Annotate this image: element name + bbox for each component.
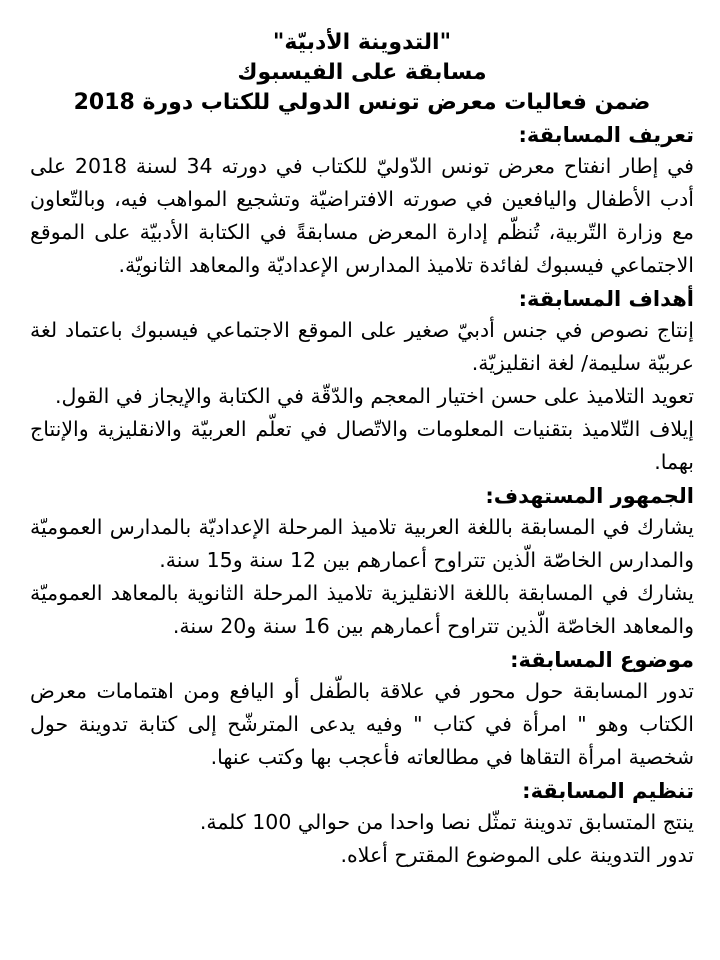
section-title-audience: الجمهور المستهدف: xyxy=(485,484,694,508)
section-paragraph: تعويد التلاميذ على حسن اختيار المعجم والدّقّة في الكتابة والإيجاز في القول. xyxy=(55,384,694,408)
section-title-organization: تنظيم المسابقة: xyxy=(522,779,694,803)
section-paragraph: تدور التدوينة على الموضوع المقترح أعلاه. xyxy=(340,843,694,867)
section-title-topic: موضوع المسابقة: xyxy=(510,648,694,672)
section-title-definition: تعريف المسابقة: xyxy=(518,123,694,147)
header-subtitle: مسابقة على الفيسبوك xyxy=(237,60,487,85)
header-title: "التدوينة الأدبيّة" xyxy=(272,30,452,55)
section-paragraph: يشارك في المسابقة باللغة الانقليزية تلاميذ المرحلة الثانوية بالمعاهد العموميّة والمعاهد الخاصّة الّذين تتراوح أعمارهم بين 16 سنة و20 سنة. xyxy=(30,581,694,638)
section-title-goals: أهداف المسابقة: xyxy=(518,287,694,311)
section-paragraph: إنتاج نصوص في جنس أدبيّ صغير على الموقع الاجتماعي فيسبوك باعتماد لغة عربيّة سليمة/ لغة انقليزيّة. xyxy=(30,318,694,375)
section-paragraph: إيلاف التّلاميذ بتقنيات المعلومات والاتّصال في تعلّم العربيّة والانقليزية والإنتاج بهما. xyxy=(30,417,694,474)
section-paragraph: في إطار انفتاح معرض تونس الدّوليّ للكتاب في دورته 34 لسنة 2018 على أدب الأطفال واليافعين في صورته الافتراضيّة وتشجيع المواهب فيه، وبالتّعاون مع وزارة التّربية، تُنظّم إدارة المعرض مسابقةً في الكتابة الأدبيّة على الموقع الاجتماعي فيسبوك لفائدة تلاميذ المدارس الإعداديّة والمعاهد الثانويّة. xyxy=(30,154,694,277)
section-paragraph: يشارك في المسابقة باللغة العربية تلاميذ المرحلة الإعداديّة بالمدارس العموميّة والمدارس الخاصّة الّذين تتراوح أعمارهم بين 12 سنة و15 سنة. xyxy=(30,515,694,572)
section-paragraph: ينتج المتسابق تدوينة تمثّل نصا واحدا من حوالي 100 كلمة. xyxy=(199,810,694,834)
section-paragraph: تدور المسابقة حول محور في علاقة بالطّفل أو اليافع ومن اهتمامات معرض الكتاب وهو " امرأة في كتاب " وفيه يدعى المترشّح إلى كتابة تدوينة حول شخصية امرأة التقاها في مطالعاته فأعجب بها وكتب عنها. xyxy=(30,679,694,769)
header-event-line: ضمن فعاليات معرض تونس الدولي للكتاب دورة 2018 xyxy=(73,90,651,115)
document-header xyxy=(30,28,694,118)
